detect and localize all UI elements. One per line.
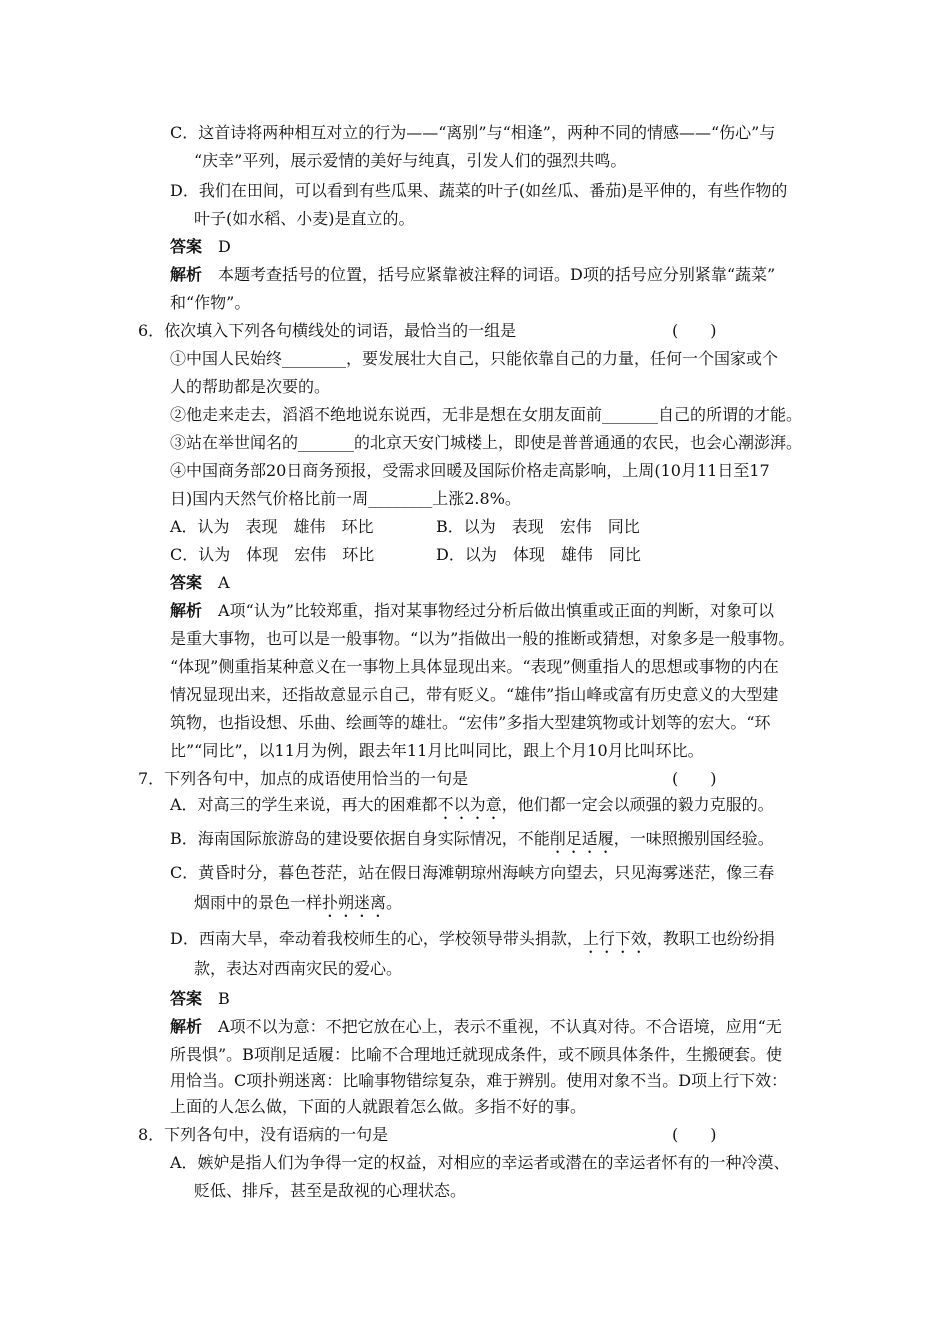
q5-option-d-line-1: D．我们在田间，可以看到有些瓜果、蔬菜的叶子(如丝瓜、番茄)是平伸的，有些作物的	[170, 181, 788, 200]
option-text: ，他们都一定会以顽强的毅力克服的。	[501, 795, 774, 814]
option-text: ，教职工也纷纷捐	[646, 929, 775, 948]
q7-analysis-line-2: 所畏惧”。B项削足适履：比喻不合理地迁就现成条件，或不顾具体条件，生搬硬套。使	[170, 1045, 782, 1064]
q6-analysis-line-4: 情况显现出来，还指故意显示自己，带有贬义。“雄伟”指山峰或富有历史意义的大型建	[170, 685, 779, 704]
answer-value: A	[218, 573, 230, 592]
option-text: 烟雨中的景色一样	[194, 893, 323, 912]
q7-option-c-line-1: C．黄昏时分，暮色苍茫，站在假日海滩朝琼州海峡方向望去，只见海雾迷茫，像三春	[170, 863, 775, 882]
answer-value: D	[218, 237, 231, 256]
q6-answer-blank: ( )	[672, 321, 717, 340]
option-text: A．对高三的学生来说，再大的困难都	[170, 795, 438, 814]
q7-analysis-line-1	[170, 1016, 782, 1038]
analysis-text: 本题考查括号的位置，括号应紧靠被注释的词语。D项的括号应分别紧靠“蔬菜”	[218, 265, 776, 284]
q6-analysis-line-1	[170, 600, 774, 622]
q7-option-b	[170, 828, 774, 850]
dotted-idiom: 上行下效	[582, 929, 647, 948]
q7-analysis-line-3: 用恰当。C项扑朔迷离：比喻事物错综复杂，难于辨别。使用对象不当。D项上行下效：	[170, 1071, 788, 1090]
dotted-idiom: 不以为意	[437, 795, 502, 814]
q6-option-c: C．认为 体现 宏伟 环比	[170, 545, 375, 564]
analysis-label: 解析	[170, 265, 203, 284]
q5-option-d-line-2: 叶子(如水稻、小麦)是直立的。	[194, 209, 415, 228]
answer-label: 答案	[170, 989, 203, 1008]
q8-stem: 8．下列各句中，没有语病的一句是	[138, 1125, 389, 1144]
q7-stem: 7．下列各句中，加点的成语使用恰当的一句是	[138, 769, 469, 788]
q7-analysis-line-4: 上面的人怎么做，下面的人就跟着怎么做。多指不好的事。	[170, 1097, 587, 1116]
analysis-text: A项“认为”比较郑重，指对某事物经过分析后做出慎重或正面的判断，对象可以	[218, 601, 774, 620]
q7-option-a	[170, 794, 774, 816]
q6-option-a: A．认为 表现 雄伟 环比	[170, 517, 374, 536]
answer-value: B	[218, 989, 230, 1008]
q6-option-d: D．以为 体现 雄伟 同比	[436, 545, 641, 564]
option-text: 。	[386, 893, 403, 912]
q8-option-a-line-2: 贬低、排斥，甚至是敌视的心理状态。	[194, 1181, 467, 1200]
q5-analysis-line-2: 和“作物”。	[170, 293, 251, 312]
analysis-label: 解析	[170, 601, 203, 620]
q5-option-c-line-1: C．这首诗将两种相互对立的行为——“离别”与“相逢”，两种不同的情感——“伤心”与	[170, 123, 776, 142]
q6-analysis-line-2: 是重大事物，也可以是一般事物。“以为”指做出一般的推断或猜想，对象多是一般事物。	[170, 629, 795, 648]
q6-sentence-1-line-2: 人的帮助都是次要的。	[170, 377, 331, 396]
q7-option-d-line-2: 款，表达对西南灾民的爱心。	[194, 959, 403, 978]
q7-option-c-line-2	[194, 892, 402, 914]
option-text: ，一味照搬别国经验。	[613, 829, 774, 848]
q6-analysis-line-3: “体现”侧重指某种意义在一事物上具体显现出来。“表现”侧重指人的思想或事物的内在	[170, 657, 779, 676]
dotted-idiom: 扑朔迷离	[322, 893, 387, 912]
q6-sentence-4-line-2: 日)国内天然气价格比前一周________上涨2.8%。	[170, 489, 521, 508]
q5-option-c-line-2: “庆幸”平列，展示爱情的美好与纯真，引发人们的强烈共鸣。	[194, 151, 627, 170]
q6-stem: 6．依次填入下列各句横线处的词语，最恰当的一组是	[138, 321, 517, 340]
q7-answer	[170, 988, 230, 1010]
q6-answer	[170, 572, 230, 594]
q6-sentence-2: ②他走来走去，滔滔不绝地说东说西，无非是想在女朋友面前_______自己的所谓的才能。	[170, 405, 803, 424]
q6-analysis-line-5: 筑物，也指设想、乐曲、绘画等的雄壮。“宏伟”多指大型建筑物或计划等的宏大。“环	[170, 713, 771, 732]
option-text: B．海南国际旅游岛的建设要依据自身实际情况，不能	[170, 829, 550, 848]
answer-label: 答案	[170, 573, 203, 592]
answer-label: 答案	[170, 237, 203, 256]
q6-sentence-1-line-1: ①中国人民始终________，要发展壮大自己，只能依靠自己的力量，任何一个国家或个	[170, 349, 779, 368]
q6-sentence-3: ③站在举世闻名的_______的北京天安门城楼上，即使是普普通通的农民，也会心潮澎湃。	[170, 433, 803, 452]
analysis-label: 解析	[170, 1017, 203, 1036]
dotted-idiom: 削足适履	[549, 829, 614, 848]
q5-analysis-line-1	[170, 264, 775, 286]
analysis-text: A项不以为意：不把它放在心上，表示不重视，不认真对待。不合语境，应用“无	[218, 1017, 782, 1036]
q7-answer-blank: ( )	[672, 769, 717, 788]
option-text: D．西南大旱，牵动着我校师生的心，学校领导带头捐款，	[170, 929, 583, 948]
q8-answer-blank: ( )	[672, 1125, 717, 1144]
q6-analysis-line-6: 比”“同比”，以11月为例，跟去年11月比叫同比，跟上个月10月比叫环比。	[170, 741, 704, 760]
q8-option-a-line-1: A．嫉妒是指人们为争得一定的权益，对相应的幸运者或潜在的幸运者怀有的一种冷漠、	[170, 1153, 790, 1172]
q6-option-b: B．以为 表现 宏伟 同比	[436, 517, 640, 536]
q5-answer	[170, 236, 231, 258]
q6-sentence-4-line-1: ④中国商务部20日商务预报，受需求回暖及国际价格走高影响，上周(10月11日至17	[170, 461, 770, 480]
q7-option-d-line-1	[170, 928, 775, 950]
